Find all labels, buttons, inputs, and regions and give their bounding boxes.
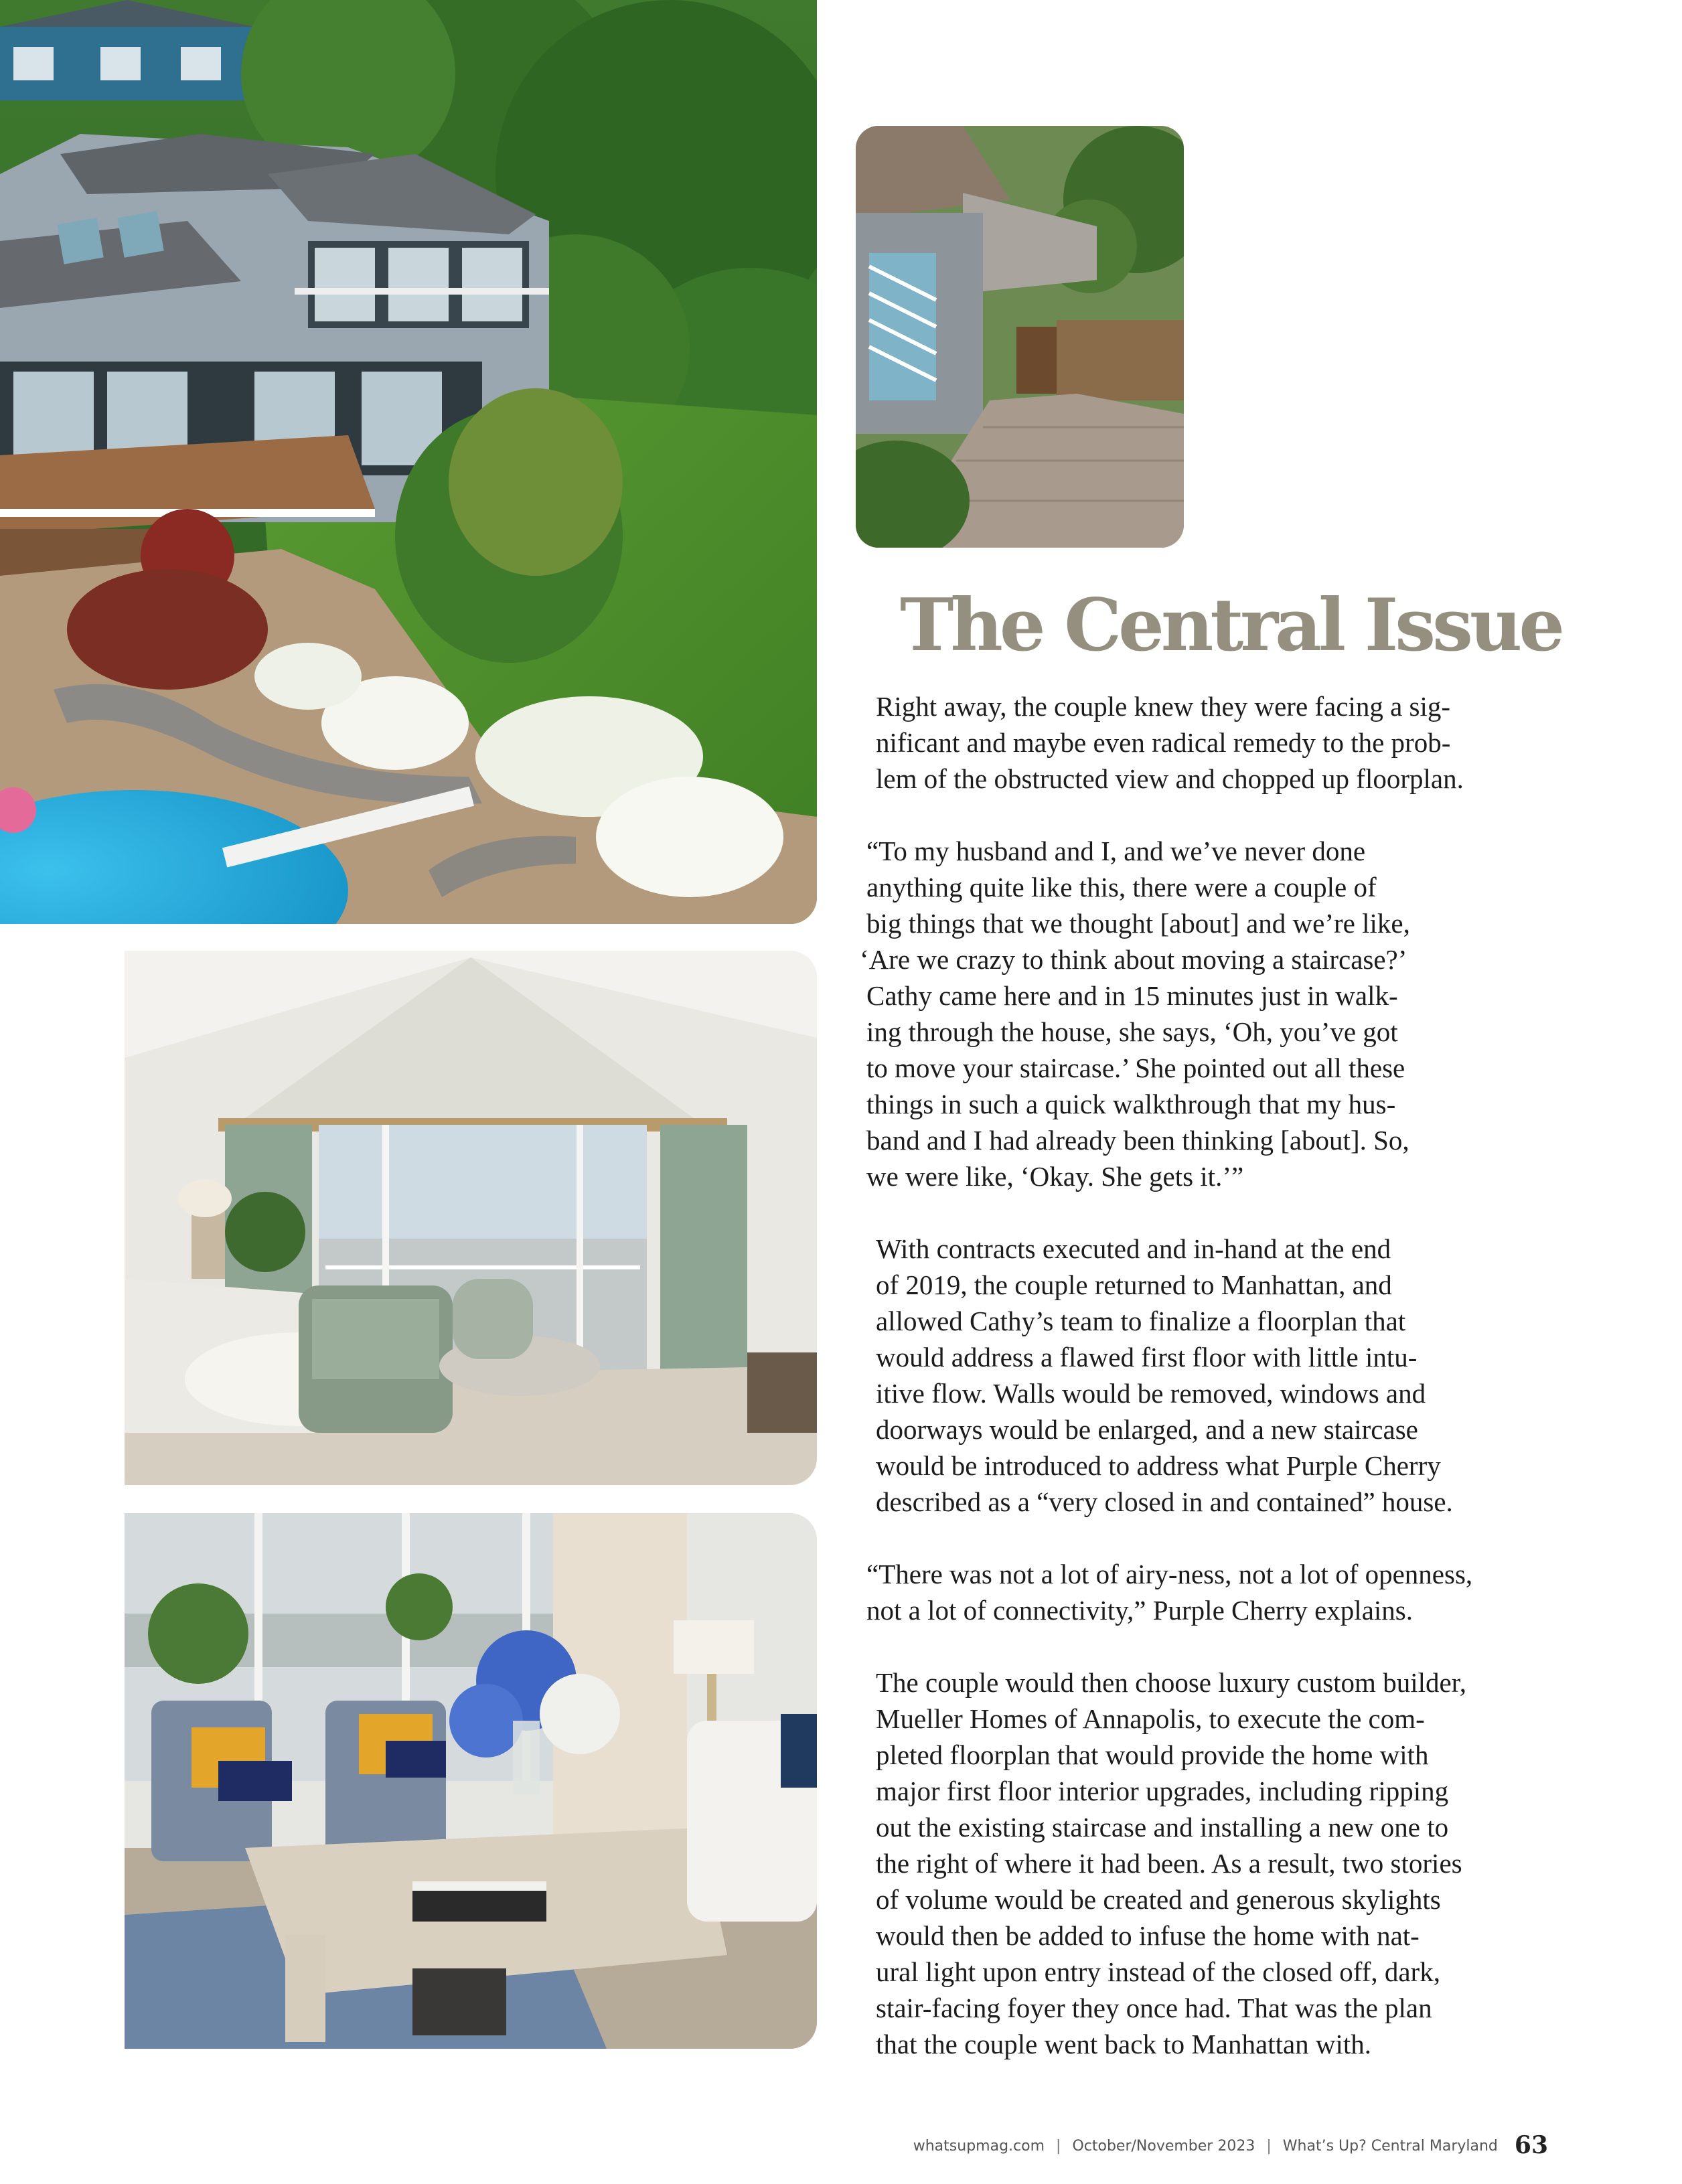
- text-line: stair-facing foyer they once had. That was the plan: [876, 1993, 1432, 2023]
- text-line: described as a “very closed in and contained” house.: [876, 1486, 1453, 1517]
- text-line: to move your staircase.’ She pointed out all these: [866, 1052, 1405, 1083]
- article-headline: The Central Issue: [900, 583, 1562, 668]
- text-line: itive flow. Walls would be removed, windows and: [876, 1378, 1426, 1409]
- text-line: nificant and maybe even radical remedy to the prob-: [876, 727, 1451, 758]
- text-line: would be introduced to address what Purple Cherry: [876, 1450, 1441, 1481]
- text-line: The couple would then choose luxury custom builder,: [876, 1667, 1466, 1698]
- text-line: not a lot of connectivity,” Purple Cherry explains.: [866, 1595, 1413, 1626]
- aerial-house-photo: [0, 0, 817, 924]
- footer-site-link[interactable]: whatsupmag.com: [913, 2138, 1045, 2155]
- footer-publication: What’s Up? Central Maryland: [1282, 2138, 1498, 2155]
- text-line: we were like, ‘Okay. She gets it.’”: [866, 1161, 1244, 1192]
- text-line: lem of the obstructed view and chopped up floorplan.: [876, 763, 1464, 794]
- page-footer: [913, 2131, 1548, 2159]
- text-line: ural light upon entry instead of the closed off, dark,: [876, 1956, 1440, 1987]
- paragraph-5: [876, 1664, 1545, 2062]
- text-line: major first floor interior upgrades, including ripping: [876, 1776, 1449, 1806]
- text-line: pleted floorplan that would provide the home with: [876, 1739, 1429, 1770]
- paragraph-2-quote: [860, 833, 1545, 1194]
- text-line: anything quite like this, there were a couple of: [866, 872, 1377, 903]
- footer-separator: |: [1266, 2138, 1272, 2155]
- text-line: of volume would be created and generous skylights: [876, 1884, 1441, 1915]
- footer-issue: October/November 2023: [1072, 2138, 1255, 2155]
- text-line: of 2019, the couple returned to Manhattan, and: [876, 1269, 1392, 1300]
- text-line: things in such a quick walkthrough that my hus-: [866, 1089, 1396, 1119]
- paragraph-4-quote: [866, 1556, 1545, 1628]
- text-line: Mueller Homes of Annapolis, to execute the com-: [876, 1703, 1425, 1734]
- text-line: that the couple went back to Manhattan with.: [876, 2029, 1372, 2059]
- text-line: big things that we thought [about] and we’re like,: [866, 908, 1410, 939]
- page-number: 63: [1514, 2131, 1548, 2159]
- footer-separator: |: [1056, 2138, 1061, 2155]
- text-line: ‘Are we crazy to think about moving a staircase?’: [860, 944, 1407, 975]
- text-line: Cathy came here and in 15 minutes just in walk-: [866, 980, 1398, 1011]
- entry-walkway-photo: [856, 126, 1184, 548]
- text-line: “There was not a lot of airy-ness, not a lot of openness,: [866, 1559, 1473, 1589]
- text-line: out the existing staircase and installing a new one to: [876, 1812, 1449, 1843]
- paragraph-1: [876, 688, 1545, 797]
- paragraph-3: [876, 1231, 1545, 1520]
- text-line: doorways would be enlarged, and a new staircase: [876, 1414, 1418, 1445]
- bedroom-photo: [125, 951, 817, 1485]
- text-line: would then be added to infuse the home with nat-: [876, 1920, 1420, 1951]
- text-line: the right of where it had been. As a result, two stories: [876, 1848, 1462, 1879]
- text-line: With contracts executed and in-hand at the end: [876, 1233, 1391, 1264]
- text-line: band and I had already been thinking [about]. So,: [866, 1125, 1409, 1156]
- text-line: allowed Cathy’s team to finalize a floorplan that: [876, 1306, 1406, 1336]
- text-line: ing through the house, she says, ‘Oh, you’ve got: [866, 1016, 1398, 1047]
- article-body: [860, 688, 1545, 2098]
- text-line: Right away, the couple knew they were facing a sig-: [876, 691, 1451, 722]
- living-room-photo: [125, 1513, 817, 2049]
- text-line: would address a flawed first floor with little intu-: [876, 1342, 1418, 1373]
- text-line: “To my husband and I, and we’ve never done: [866, 836, 1366, 866]
